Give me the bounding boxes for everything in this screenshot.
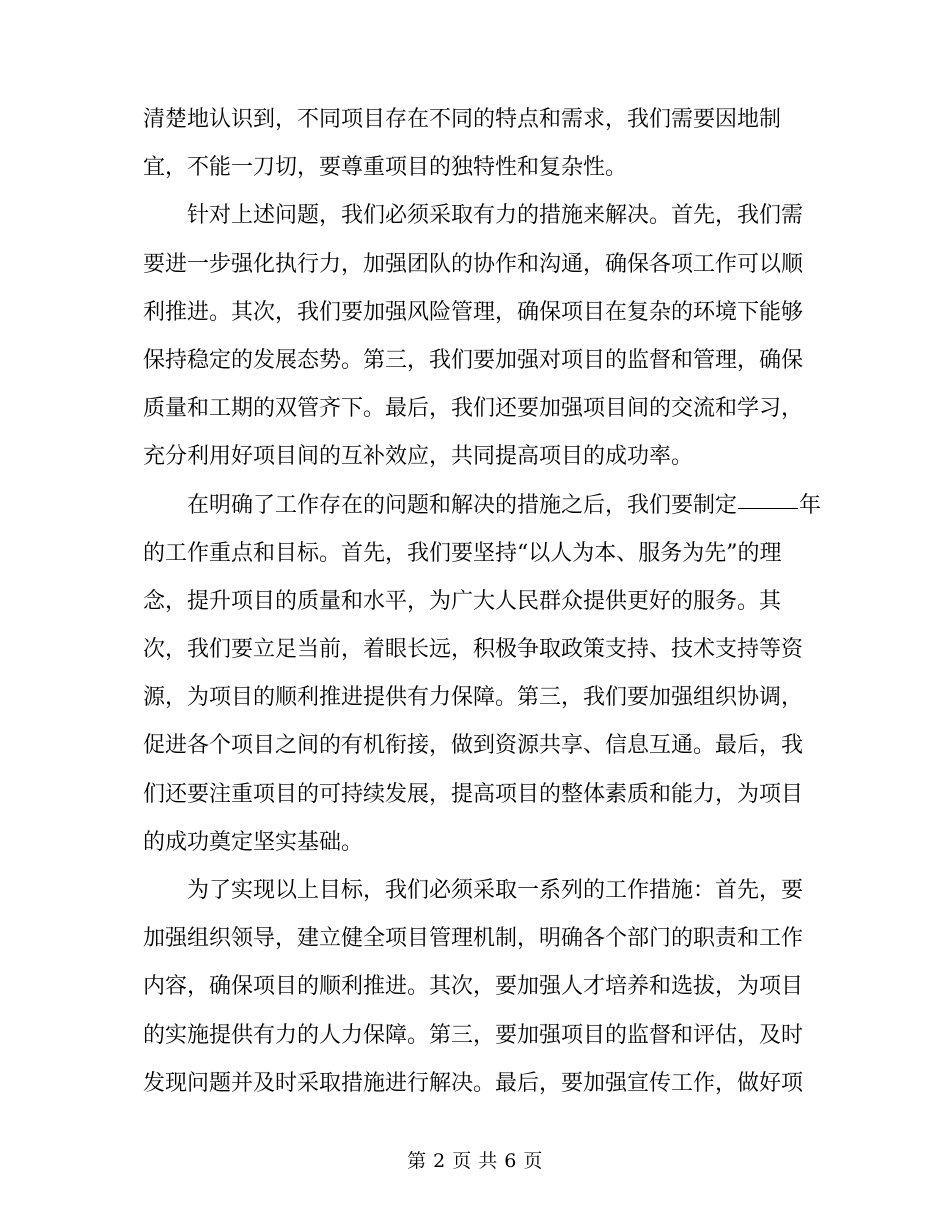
paragraph-start-line: 针对上述问题，我们必须采取有力的措施来解决。首先，我们需 [187, 203, 804, 229]
text-line: 清楚地认识到，不同项目存在不同的特点和需求，我们需要因地制 [143, 107, 782, 132]
text-line: 促进各个项目之间的有机衔接，做到资源共享、信息互通。最后，我 [143, 733, 804, 759]
fill-in-blank [738, 507, 798, 509]
text-line: 质量和工期的双管齐下。最后，我们还要加强项目间的交流和学习， [143, 396, 804, 422]
text-line: 保持稳定的发展态势。第三，我们要加强对项目的监督和管理，确保 [143, 347, 804, 373]
text-line: 内容，确保项目的顺利推进。其次，要加强人才培养和选拔，为项目 [143, 974, 804, 1000]
text-line: 要进一步强化执行力，加强团队的协作和沟通，确保各项工作可以顺 [143, 251, 804, 277]
text-line: 源，为项目的顺利推进提供有力保障。第三，我们要加强组织协调， [143, 685, 804, 711]
text-line: 充分利用好项目间的互补效应，共同提高项目的成功率。 [143, 444, 694, 470]
text-line: 利推进。其次，我们要加强风险管理，确保项目在复杂的环境下能够 [143, 299, 804, 325]
page-number-footer: 第 2 页 共 6 页 [407, 1150, 543, 1172]
text-line: 的实施提供有力的人力保障。第三，要加强项目的监督和评估，及时 [143, 1022, 804, 1048]
text-line: 的工作重点和目标。首先，我们要坚持“以人为本、服务为先”的理 [143, 540, 782, 566]
text-line: 宜，不能一刀切，要尊重项目的独特性和复杂性。 [143, 155, 628, 181]
paragraph-start-line [143, 482, 822, 530]
text-segment: 在明确了工作存在的问题和解决的措施之后，我们要制定 [187, 492, 738, 518]
text-line: 加强组织领导，建立健全项目管理机制，明确各个部门的职责和工作 [143, 926, 804, 952]
paragraph-start-line: 为了实现以上目标，我们必须采取一系列的工作措施：首先，要 [187, 878, 804, 903]
text-segment: 年 [799, 492, 822, 518]
document-body [143, 96, 822, 1108]
text-line: 次，我们要立足当前，着眼长远，积极争取政策支持、技术支持等资 [143, 637, 804, 663]
text-line: 发现问题并及时采取措施进行解决。最后，要加强宣传工作，做好项 [143, 1070, 804, 1096]
text-line: 的成功奠定坚实基础。 [143, 829, 364, 855]
text-line: 念，提升项目的质量和水平，为广大人民群众提供更好的服务。其 [143, 588, 782, 614]
text-line: 们还要注重项目的可持续发展，提高项目的整体素质和能力，为项目 [143, 781, 804, 807]
